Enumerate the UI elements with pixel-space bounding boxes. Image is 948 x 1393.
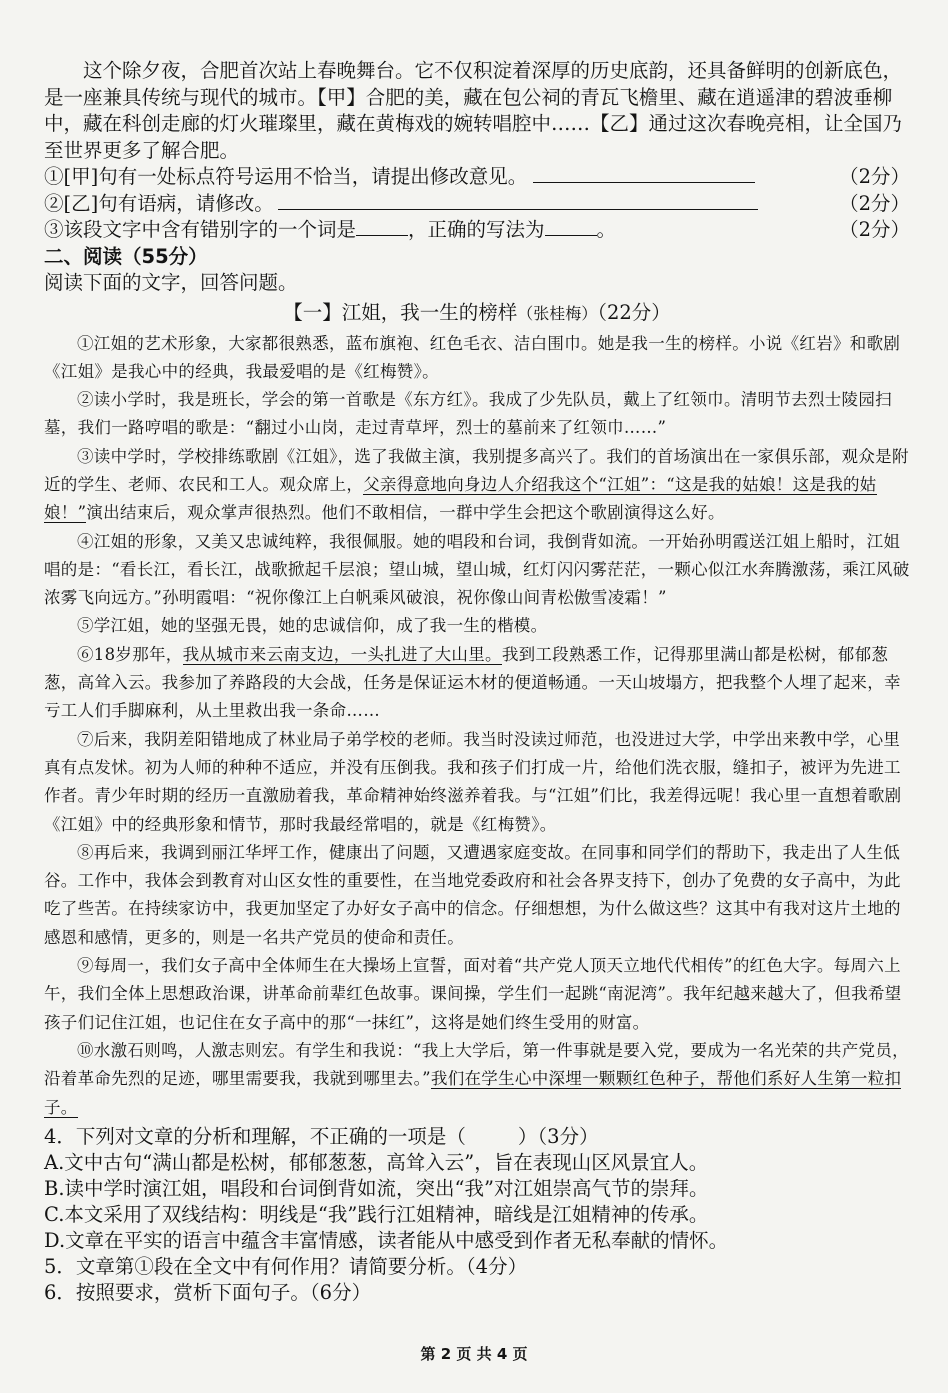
paragraph-text: ⑥18岁那年， <box>77 644 183 664</box>
paragraph-text: ③读中学时，学校排练歌剧《江姐》，选了我做主演，我别提多高兴了。我们的首场演出在一家俱乐部，观众是附近的学生、老师、农民和工人。观众席上， <box>44 446 909 494</box>
question-4 <box>44 1124 910 1150</box>
paragraph-text: 演出结束后，观众掌声很热烈。他们不敢相信，一群中学生会把这个歌剧演得这么好。 <box>86 503 725 523</box>
underlined-sentence: 父亲得意地向身边人介绍我这个“江姐”：“这是我的姑娘！这是我的姑娘！” <box>44 474 877 523</box>
article-author: （张桂梅） <box>517 303 598 323</box>
question-5: 5．文章第①段在全文中有何作用？请简要分析。（4分） <box>44 1254 528 1278</box>
article-paragraph <box>44 641 910 726</box>
question-3-score: （2分） <box>839 218 910 241</box>
questions-block <box>44 1124 910 1306</box>
article-paragraph <box>44 1037 910 1122</box>
article-paragraph: ⑨每周一，我们女子高中全体师生在大操场上宣誓，面对着“共产党人顶天立地代代相传”的红色大字。每周六上午，我们全体上思想政治课，讲革命前辈红色故事。课间操，学生们一起跳“南泥湾”。我年纪越来越大了，但我希望孩子们记住江姐，也记住在女子高中的那“一抹红”，这将是她们终生受用的财富。 <box>44 956 902 1032</box>
article-paragraph: ②读小学时，我是班长，学会的第一首歌是《东方红》。我成了少先队员，戴上了红领巾。清明节去烈士陵园扫墓，我们一路哼唱的歌是：“翻过小山岗，走过青草坪，烈士的墓前来了红领巾……” <box>44 390 892 438</box>
question-1 <box>44 164 910 191</box>
article-paragraph <box>44 443 910 528</box>
intro-paragraph: 这个除夕夜，合肥首次站上春晚舞台。它不仅积淀着深厚的历史底韵，还具备鲜明的创新底色，是一座兼具传统与现代的城市。【甲】合肥的美，藏在包公祠的青瓦飞檐里、藏在逍遥津的碧波垂柳中，藏在科创走廊的灯火璀璨里，藏在黄梅戏的婉转唱腔中……【乙】通过这次春晚亮相，让全国乃至世界更多了解合肥。 <box>44 59 903 162</box>
underlined-sentence: 我从城市来云南支边，一头扎进了大山里。 <box>182 644 502 664</box>
page-footer: 第 2 页 共 4 页 <box>420 1345 528 1363</box>
question-6: 6．按照要求，赏析下面句子。（6分） <box>44 1280 372 1304</box>
article-score: （22分） <box>597 300 671 324</box>
question-4-text: 4．下列对文章的分析和理解，不正确的一项是（ <box>44 1124 466 1148</box>
question-3 <box>44 217 910 244</box>
section-instruction: 阅读下面的文字，回答问题。 <box>44 271 298 294</box>
option-c: C.本文采用了双线结构：明线是“我”践行江姐精神，暗线是江姐精神的传承。 <box>44 1202 709 1226</box>
option-d: D.文章在平实的语言中蕴含丰富情感，读者能从中感受到作者无私奉献的情怀。 <box>44 1228 729 1252</box>
answer-blank[interactable] <box>278 191 758 210</box>
intro-block <box>44 58 910 244</box>
question-2 <box>44 191 910 218</box>
article-paragraph: ④江姐的形象，又美又忠诚纯粹，我很佩服。她的唱段和台词，我倒背如流。一开始孙明霞送江姐上船时，江姐唱的是：“看长江，看长江，战歌掀起千层浪；望山城，望山城，红灯闪闪雾茫茫，一颗心似江水奔腾激荡，乘江风破浓雾飞向远方。”孙明霞唱：“祝你像江上白帆乘风破浪，祝你像山间青松傲雪凌霜！” <box>44 531 910 608</box>
answer-blank[interactable] <box>356 217 408 236</box>
question-1-text: ①[甲]句有一处标点符号运用不恰当，请提出修改意见。 <box>44 165 528 188</box>
question-3-text-c: 。 <box>596 218 617 241</box>
paragraph-text: 我到工段熟悉工作，记得那里满山都是松树，郁郁葱葱，高耸入云。我参加了养路段的大会战，任务是保证运木材的便道畅通。一天山坡塌方，把我整个人埋了起来，幸亏工人们手脚麻利，从土里救出我一条命…… <box>44 644 901 721</box>
article-paragraph: ⑦后来，我阴差阳错地成了林业局子弟学校的老师。我当时没读过师范，也没进过大学，中学出来教中学，心里真有点发怵。初为人师的种种不适应，并没有压倒我。我和孩子们打成一片，给他们洗衣服，缝扣子，被评为先进工作者。青少年时期的经历一直激励着我，革命精神始终滋养着我。与“江姐”们比，我差得远呢！我心里一直想着歌剧《江姐》中的经典形象和情节，那时我最经常唱的，就是《红梅赞》。 <box>44 729 902 834</box>
question-3-text-a: ③该段文字中含有错别字的一个词是 <box>44 218 357 241</box>
answer-blank[interactable] <box>533 164 755 183</box>
article-body <box>44 330 910 1122</box>
article-title-text: 【一】江姐，我一生的榜样 <box>283 300 518 324</box>
question-3-text-b: ，正确的写法为 <box>408 218 545 241</box>
question-1-score: （2分） <box>839 165 910 188</box>
paragraph-text: ⑩水激石则鸣，人激志则宏。有学生和我说：“我上大学后，第一件事就是要入党，要成为一名光荣的共产党员，沿着革命先烈的足迹，哪里需要我，我就到哪里去。” <box>44 1040 909 1089</box>
question-4-score: ）（3分） <box>517 1124 599 1148</box>
article-paragraph: ⑤学江姐，她的坚强无畏，她的忠诚信仰，成了我一生的楷模。 <box>77 616 548 636</box>
article-paragraph: ①江姐的艺术形象，大家都很熟悉，蓝布旗袍、红色毛衣、洁白围巾。她是我一生的榜样。小说《红岩》和歌剧《江姐》是我心中的经典，我最爱唱的是《红梅赞》。 <box>44 333 901 381</box>
question-2-text: ②[乙]句有语病，请修改。 <box>44 191 274 215</box>
article-title <box>44 297 910 330</box>
answer-blank[interactable] <box>545 217 597 236</box>
section-title: 二、阅读（55分） <box>44 244 208 268</box>
underlined-sentence: 我们在学生心中深埋一颗颗红色种子，帮他们系好人生第一粒扣子。 <box>44 1069 902 1117</box>
option-b: B.读中学时演江姐，唱段和台词倒背如流，突出“我”对江姐崇高气节的崇拜。 <box>44 1176 709 1200</box>
article-paragraph: ⑧再后来，我调到丽江华坪工作，健康出了问题，又遭遇家庭变故。在同事和同学们的帮助下，我走出了人生低谷。工作中，我体会到教育对山区女性的重要性，在当地党委政府和社会各界支持下，创办了免费的女子高中，为此吃了些苦。在持续家访中，我更加坚定了办好女子高中的信念。仔细想想，为什么做这些？这其中有我对这片土地的感恩和感情，更多的，则是一名共产党员的使命和责任。 <box>44 842 901 947</box>
question-2-score: （2分） <box>839 191 910 215</box>
option-a: A.文中古句“满山都是松树，郁郁葱葱，高耸入云”，旨在表现山区风景宜人。 <box>44 1150 709 1174</box>
exam-page <box>44 58 910 1306</box>
